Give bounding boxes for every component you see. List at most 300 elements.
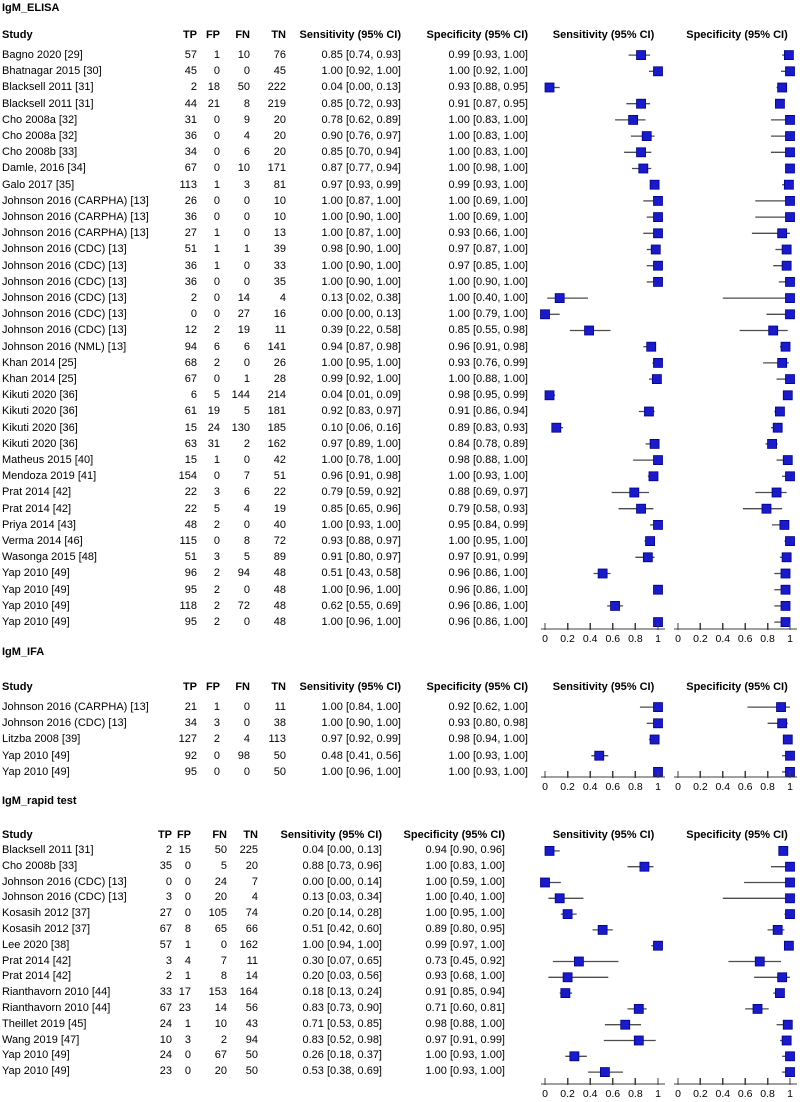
specificity-point-estimate-marker (782, 261, 791, 270)
table-row (0, 748, 542, 764)
sensitivity-ci-text: 0.83 [0.52, 0.98] (302, 1033, 382, 1046)
fn-value: 0 (243, 701, 250, 713)
tn-value: 4 (279, 292, 286, 304)
specificity-ci-text: 0.98 [0.88, 1.00] (425, 1017, 505, 1030)
tp-value: 31 (184, 113, 197, 126)
sensitivity-point-estimate-marker (598, 925, 607, 934)
table-row (0, 764, 542, 780)
specificity-ci-text: 0.93 [0.76, 0.99] (448, 356, 528, 369)
specificity-ci-text: 0.89 [0.80, 0.95] (425, 923, 505, 935)
table-row (0, 484, 542, 500)
tp-value: 96 (184, 567, 197, 580)
sensitivity-x-axis-tick-label: 1 (655, 633, 661, 645)
sensitivity-point-estimate-marker (634, 1004, 643, 1013)
sensitivity-point-estimate-marker (545, 83, 554, 92)
study-name: Yap 2010 [49] (2, 1065, 70, 1078)
tn-value: 162 (267, 437, 286, 450)
specificity-point-estimate-marker (786, 751, 795, 760)
sensitivity-ci-text: 0.85 [0.70, 0.94] (321, 146, 401, 159)
fn-value: 72 (237, 599, 250, 612)
tn-value: 219 (267, 97, 286, 110)
col-header-fp: FP (205, 29, 220, 41)
col-header-study: Study (2, 681, 33, 693)
sensitivity-x-axis-tick-label: 0.2 (560, 1088, 575, 1100)
tn-value: 33 (273, 259, 286, 272)
col-header-sensitivity-ci: Sensitivity (95% CI) (299, 681, 401, 693)
fn-value: 67 (214, 1049, 227, 1062)
sensitivity-point-estimate-marker (654, 67, 663, 76)
specificity-ci-text: 0.97 [0.91, 0.99] (425, 1033, 505, 1046)
study-name: Khan 2014 [25] (2, 373, 77, 385)
sensitivity-point-estimate-marker (654, 196, 663, 205)
sensitivity-point-estimate-marker (643, 553, 652, 562)
tp-value: 36 (184, 211, 197, 223)
tn-value: 10 (273, 194, 286, 207)
table-row (0, 1064, 542, 1080)
table-row (0, 731, 542, 747)
fn-value: 4 (243, 502, 250, 515)
sensitivity-plot-header: Sensitivity (95% CI) (552, 829, 655, 841)
sensitivity-point-estimate-marker (570, 1052, 579, 1061)
tn-value: 38 (273, 717, 286, 730)
table-row (0, 355, 542, 371)
col-header-tp: TP (182, 29, 197, 41)
study-name: Bagno 2020 [29] (2, 49, 83, 61)
specificity-ci-text: 0.96 [0.86, 1.00] (448, 616, 528, 628)
specificity-ci-text: 0.98 [0.95, 0.99] (448, 389, 528, 402)
sensitivity-point-estimate-marker (545, 846, 554, 855)
col-header-fn: FN (212, 829, 227, 841)
fn-value: 19 (237, 324, 250, 337)
table-row (0, 1048, 542, 1064)
specificity-point-estimate-marker (781, 601, 790, 610)
tn-value: 20 (273, 113, 286, 126)
study-name: Galo 2017 [35] (2, 178, 75, 191)
tn-value: 162 (239, 938, 258, 951)
fp-value: 3 (184, 1033, 191, 1046)
sensitivity-point-estimate-marker (563, 973, 572, 982)
tn-value: 7 (251, 875, 258, 888)
specificity-ci-text: 1.00 [0.93, 1.00] (425, 1049, 505, 1062)
specificity-ci-text: 0.93 [0.88, 0.95] (448, 81, 528, 94)
specificity-ci-text: 1.00 [0.93, 1.00] (425, 1065, 505, 1078)
specificity-ci-text: 1.00 [0.69, 1.00] (448, 211, 528, 223)
tp-value: 67 (184, 373, 197, 385)
specificity-ci-text: 0.95 [0.84, 0.99] (448, 518, 528, 531)
section-title: IgM_ELISA (2, 2, 60, 14)
tn-value: 89 (273, 551, 286, 564)
specificity-point-estimate-marker (781, 342, 790, 351)
fp-value: 0 (213, 373, 220, 385)
fn-value: 50 (237, 81, 250, 94)
study-name: Johnson 2016 (CDC) [13] (2, 292, 127, 304)
specificity-x-axis-tick-label: 0.6 (737, 781, 753, 793)
sensitivity-ci-text: 0.39 [0.22, 0.58] (321, 324, 401, 337)
sensitivity-point-estimate-marker (654, 719, 663, 728)
sensitivity-point-estimate-marker (650, 735, 659, 744)
specificity-point-estimate-marker (782, 1036, 791, 1045)
table-row (0, 96, 542, 112)
fn-value: 8 (220, 970, 227, 983)
tn-value: 50 (273, 765, 286, 778)
specificity-ci-text: 0.97 [0.91, 0.99] (448, 551, 528, 564)
study-name: Johnson 2016 (CARPHA) [13] (2, 211, 149, 223)
tn-value: 81 (273, 178, 286, 191)
tn-value: 141 (267, 340, 286, 353)
study-name: Cho 2008a [32] (2, 113, 78, 126)
specificity-point-estimate-marker (778, 719, 787, 728)
table-row (0, 922, 542, 938)
specificity-point-estimate-marker (786, 862, 795, 871)
col-header-fp: FP (205, 681, 220, 693)
specificity-point-estimate-marker (786, 310, 795, 319)
tp-value: 23 (159, 1065, 172, 1078)
sensitivity-ci-text: 1.00 [0.78, 1.00] (321, 454, 401, 466)
fn-value: 94 (237, 567, 250, 580)
study-name: Johnson 2016 (CARPHA) [13] (2, 227, 149, 240)
sensitivity-ci-text: 1.00 [0.87, 1.00] (321, 227, 401, 240)
tn-value: 13 (273, 227, 286, 240)
fp-value: 0 (213, 470, 220, 483)
tn-value: 11 (246, 954, 258, 967)
specificity-point-estimate-marker (783, 456, 792, 465)
specificity-point-estimate-marker (781, 618, 790, 627)
study-name: Yap 2010 [49] (2, 599, 70, 612)
fp-value: 31 (207, 437, 220, 450)
tn-value: 72 (273, 535, 286, 547)
fp-value: 1 (184, 938, 191, 951)
specificity-point-estimate-marker (786, 537, 795, 546)
tn-value: 94 (245, 1033, 258, 1046)
tp-value: 35 (159, 859, 172, 872)
sensitivity-point-estimate-marker (642, 132, 651, 141)
tp-value: 92 (184, 749, 197, 762)
fp-value: 0 (213, 113, 220, 126)
tp-value: 127 (178, 733, 197, 746)
sensitivity-point-estimate-marker (650, 180, 659, 189)
section-title: IgM_rapid test (2, 795, 77, 807)
sensitivity-ci-text: 0.04 [0.00, 0.13] (321, 81, 401, 94)
sensitivity-ci-text: 1.00 [0.93, 1.00] (321, 518, 401, 531)
specificity-point-estimate-marker (786, 115, 795, 124)
study-name: Johnson 2016 (CDC) [13] (2, 717, 127, 730)
tp-value: 48 (184, 518, 197, 531)
col-header-sensitivity-ci: Sensitivity (95% CI) (299, 29, 401, 41)
sensitivity-point-estimate-marker (629, 115, 638, 124)
specificity-point-estimate-marker (786, 277, 795, 286)
study-name: Yap 2010 [49] (2, 765, 70, 778)
table-row (0, 436, 542, 452)
study-name: Johnson 2016 (CDC) [13] (2, 324, 127, 337)
study-name: Mendoza 2019 [41] (2, 470, 97, 483)
study-name: Johnson 2016 (CDC) [13] (2, 275, 127, 288)
sensitivity-point-estimate-marker (650, 439, 659, 448)
tp-value: 10 (159, 1033, 172, 1046)
study-name: Kosasih 2012 [37] (2, 907, 91, 920)
sensitivity-ci-text: 0.78 [0.62, 0.89] (321, 113, 401, 126)
sensitivity-ci-text: 0.91 [0.80, 0.97] (321, 551, 401, 564)
table-row (0, 209, 542, 225)
fn-value: 7 (243, 470, 250, 483)
sensitivity-plot-header: Sensitivity (95% CI) (552, 29, 655, 41)
sensitivity-point-estimate-marker (644, 407, 653, 416)
tp-value: 27 (159, 907, 172, 920)
study-name: Khan 2014 [25] (2, 356, 77, 369)
fp-value: 2 (213, 324, 220, 337)
sensitivity-ci-text: 0.99 [0.92, 1.00] (321, 373, 401, 385)
sensitivity-x-axis-tick-label: 0 (542, 781, 548, 793)
sensitivity-plot-header: Sensitivity (95% CI) (552, 681, 655, 693)
sensitivity-x-axis-tick-label: 0.8 (628, 781, 643, 793)
specificity-x-axis-tick-label: 0 (675, 1088, 681, 1100)
specificity-point-estimate-marker (779, 846, 788, 855)
specificity-point-estimate-marker (762, 504, 771, 513)
tn-value: 20 (273, 146, 286, 159)
fp-value: 0 (213, 65, 220, 78)
fn-value: 6 (243, 146, 250, 159)
sensitivity-ci-text: 0.83 [0.73, 0.90] (302, 1002, 382, 1014)
fn-value: 24 (214, 875, 227, 888)
tn-value: 10 (273, 211, 286, 223)
table-row (0, 274, 542, 290)
table-row (0, 468, 542, 484)
table-row (0, 843, 542, 859)
tp-value: 51 (184, 243, 197, 256)
study-name: Johnson 2016 (CDC) [13] (2, 875, 127, 888)
col-header-specificity-ci: Specificity (95% CI) (403, 829, 505, 841)
sensitivity-ci-text: 0.93 [0.88, 0.97] (321, 535, 401, 547)
tn-value: 171 (267, 162, 286, 175)
fp-value: 0 (184, 891, 191, 904)
fp-value: 0 (213, 194, 220, 207)
fn-value: 27 (237, 308, 250, 321)
tn-value: 26 (273, 356, 286, 369)
study-name: Priya 2014 [43] (2, 518, 76, 531)
table-row (0, 322, 542, 338)
specificity-ci-text: 0.89 [0.83, 0.93] (448, 421, 528, 434)
table-row (0, 890, 542, 906)
table-row (0, 290, 542, 306)
sensitivity-point-estimate-marker (561, 989, 570, 998)
col-header-sensitivity-ci: Sensitivity (95% CI) (280, 829, 382, 841)
specificity-point-estimate-marker (786, 294, 795, 303)
sensitivity-point-estimate-marker (637, 99, 646, 108)
col-header-study: Study (2, 29, 33, 41)
specificity-point-estimate-marker (786, 878, 795, 887)
study-name: Prat 2014 [42] (2, 486, 72, 499)
sensitivity-point-estimate-marker (654, 585, 663, 594)
tn-value: 225 (239, 844, 258, 856)
tn-value: 45 (273, 65, 286, 78)
tp-value: 2 (165, 844, 172, 856)
study-name: Rianthavorn 2010 [44] (2, 986, 111, 999)
specificity-x-axis-tick-label: 0.8 (760, 781, 775, 793)
sensitivity-ci-text: 1.00 [0.96, 1.00] (321, 616, 401, 628)
tp-value: 51 (184, 551, 197, 564)
fp-value: 1 (213, 178, 220, 191)
sensitivity-ci-text: 0.51 [0.42, 0.60] (302, 923, 382, 935)
table-row (0, 969, 542, 985)
table-row (0, 501, 542, 517)
specificity-x-axis-tick-label: 0 (675, 781, 681, 793)
tp-value: 22 (184, 486, 197, 499)
sensitivity-ci-text: 1.00 [0.90, 1.00] (321, 275, 401, 288)
sensitivity-x-axis-tick-label: 0.6 (605, 1088, 621, 1100)
tn-value: 76 (273, 49, 286, 61)
sensitivity-ci-text: 0.20 [0.03, 0.56] (302, 970, 382, 983)
study-name: Yap 2010 [49] (2, 616, 70, 628)
sensitivity-ci-text: 1.00 [0.96, 1.00] (321, 583, 401, 596)
sensitivity-ci-text: 0.88 [0.73, 0.96] (302, 859, 382, 872)
sensitivity-point-estimate-marker (595, 751, 604, 760)
fn-value: 153 (208, 986, 227, 999)
specificity-ci-text: 0.99 [0.93, 1.00] (448, 49, 528, 61)
tp-value: 27 (184, 227, 197, 240)
tn-value: 66 (245, 923, 258, 935)
specificity-x-axis-tick-label: 0.4 (715, 781, 731, 793)
specificity-point-estimate-marker (784, 51, 793, 60)
tp-value: 36 (184, 130, 197, 142)
sensitivity-ci-text: 0.13 [0.03, 0.34] (302, 891, 382, 904)
fp-value: 1 (213, 701, 220, 713)
fn-value: 2 (220, 1033, 227, 1046)
tp-value: 15 (184, 421, 197, 434)
sensitivity-point-estimate-marker (600, 1068, 609, 1077)
specificity-ci-text: 1.00 [0.98, 1.00] (448, 162, 528, 175)
sensitivity-ci-text: 0.10 [0.06, 0.16] (321, 421, 401, 434)
tp-value: 68 (184, 356, 197, 369)
study-name: Bhatnagar 2015 [30] (2, 65, 102, 78)
tp-value: 0 (190, 308, 197, 321)
tp-value: 115 (179, 535, 197, 547)
specificity-ci-text: 0.99 [0.93, 1.00] (448, 178, 528, 191)
tp-value: 44 (184, 97, 197, 110)
sensitivity-x-axis-tick-label: 0.6 (605, 633, 621, 645)
table-row (0, 225, 542, 241)
specificity-point-estimate-marker (783, 391, 792, 400)
fn-value: 0 (243, 65, 250, 78)
tn-value: 50 (245, 1065, 258, 1078)
sensitivity-x-axis-tick-label: 0.2 (560, 781, 575, 793)
sensitivity-point-estimate-marker (654, 229, 663, 238)
tn-value: 48 (273, 616, 286, 628)
specificity-ci-text: 0.97 [0.87, 1.00] (448, 243, 528, 256)
specificity-x-axis-tick-label: 0.2 (693, 1088, 708, 1100)
fn-value: 0 (220, 938, 227, 951)
sensitivity-point-estimate-marker (651, 245, 660, 254)
specificity-point-estimate-marker (778, 973, 787, 982)
sensitivity-point-estimate-marker (654, 456, 663, 465)
specificity-x-axis-tick-label: 0.6 (737, 1088, 753, 1100)
tp-value: 57 (159, 938, 172, 951)
tn-value: 43 (245, 1017, 258, 1030)
tp-value: 36 (184, 259, 197, 272)
table-row (0, 875, 542, 891)
fp-value: 0 (184, 859, 191, 872)
study-name: Verma 2014 [46] (2, 535, 83, 547)
tn-value: 74 (245, 907, 258, 920)
study-name: Matheus 2015 [40] (2, 454, 94, 466)
fn-value: 2 (243, 437, 250, 450)
fn-value: 1 (243, 243, 250, 256)
tn-value: 50 (245, 1049, 258, 1062)
fp-value: 18 (207, 81, 220, 94)
fp-value: 3 (213, 551, 220, 564)
specificity-ci-text: 1.00 [0.83, 1.00] (425, 859, 505, 872)
tp-value: 94 (184, 340, 197, 353)
specificity-point-estimate-marker (782, 553, 791, 562)
study-name: Johnson 2016 (CDC) [13] (2, 259, 127, 272)
fp-value: 2 (213, 616, 220, 628)
specificity-ci-text: 1.00 [0.69, 1.00] (448, 194, 528, 207)
fp-value: 0 (184, 875, 191, 888)
tn-value: 214 (267, 389, 286, 402)
specificity-point-estimate-marker (786, 894, 795, 903)
study-name: Johnson 2016 (CDC) [13] (2, 308, 127, 321)
table-row (0, 565, 542, 581)
fn-value: 4 (243, 130, 250, 142)
fn-value: 3 (243, 178, 250, 191)
specificity-ci-text: 1.00 [0.93, 1.00] (448, 765, 528, 778)
study-name: Yap 2010 [49] (2, 567, 70, 580)
study-name: Yap 2010 [49] (2, 583, 70, 596)
fp-value: 15 (178, 844, 191, 856)
tn-value: 51 (273, 470, 286, 483)
specificity-ci-text: 1.00 [0.79, 1.00] (448, 308, 528, 321)
col-header-specificity-ci: Specificity (95% CI) (426, 681, 528, 693)
table-row (0, 1001, 542, 1017)
table-row (0, 387, 542, 403)
table-row (0, 258, 542, 274)
tn-value: 11 (274, 701, 286, 713)
study-name: Rianthavorn 2010 [44] (2, 1002, 111, 1014)
fn-value: 10 (237, 162, 250, 175)
specificity-ci-text: 0.85 [0.55, 0.98] (448, 324, 528, 337)
fn-value: 1 (243, 373, 250, 385)
sensitivity-ci-text: 0.00 [0.00, 0.14] (302, 875, 382, 888)
col-header-tn: TN (271, 29, 286, 41)
sensitivity-ci-text: 0.79 [0.59, 0.92] (321, 486, 401, 499)
sensitivity-point-estimate-marker (634, 1036, 643, 1045)
specificity-ci-text: 0.96 [0.86, 1.00] (448, 599, 528, 612)
specificity-x-axis-tick-label: 0 (675, 633, 681, 645)
fp-value: 0 (213, 146, 220, 159)
study-name: Cho 2008b [33] (2, 146, 78, 159)
tp-value: 6 (190, 389, 197, 402)
fn-value: 7 (220, 954, 227, 967)
specificity-x-axis-tick-label: 0.4 (715, 633, 731, 645)
table-row (0, 47, 542, 63)
tp-value: 24 (159, 1017, 172, 1030)
sensitivity-x-axis-tick-label: 0.6 (605, 781, 621, 793)
sensitivity-x-axis-tick-label: 0 (542, 1088, 548, 1100)
sensitivity-ci-text: 1.00 [0.90, 1.00] (321, 211, 401, 223)
specificity-point-estimate-marker (768, 439, 777, 448)
study-name: Johnson 2016 (CARPHA) [13] (2, 701, 149, 713)
tp-value: 67 (159, 923, 172, 935)
table-row (0, 859, 542, 875)
table-row (0, 306, 542, 322)
sensitivity-point-estimate-marker (640, 862, 649, 871)
tn-value: 50 (273, 749, 286, 762)
tp-value: 15 (184, 454, 197, 466)
fn-value: 20 (214, 1065, 227, 1078)
specificity-ci-text: 0.98 [0.94, 1.00] (448, 733, 528, 746)
fp-value: 2 (213, 518, 220, 531)
study-name: Damle, 2016 [34] (2, 162, 86, 175)
specificity-point-estimate-marker (781, 569, 790, 578)
tn-value: 181 (267, 405, 286, 418)
